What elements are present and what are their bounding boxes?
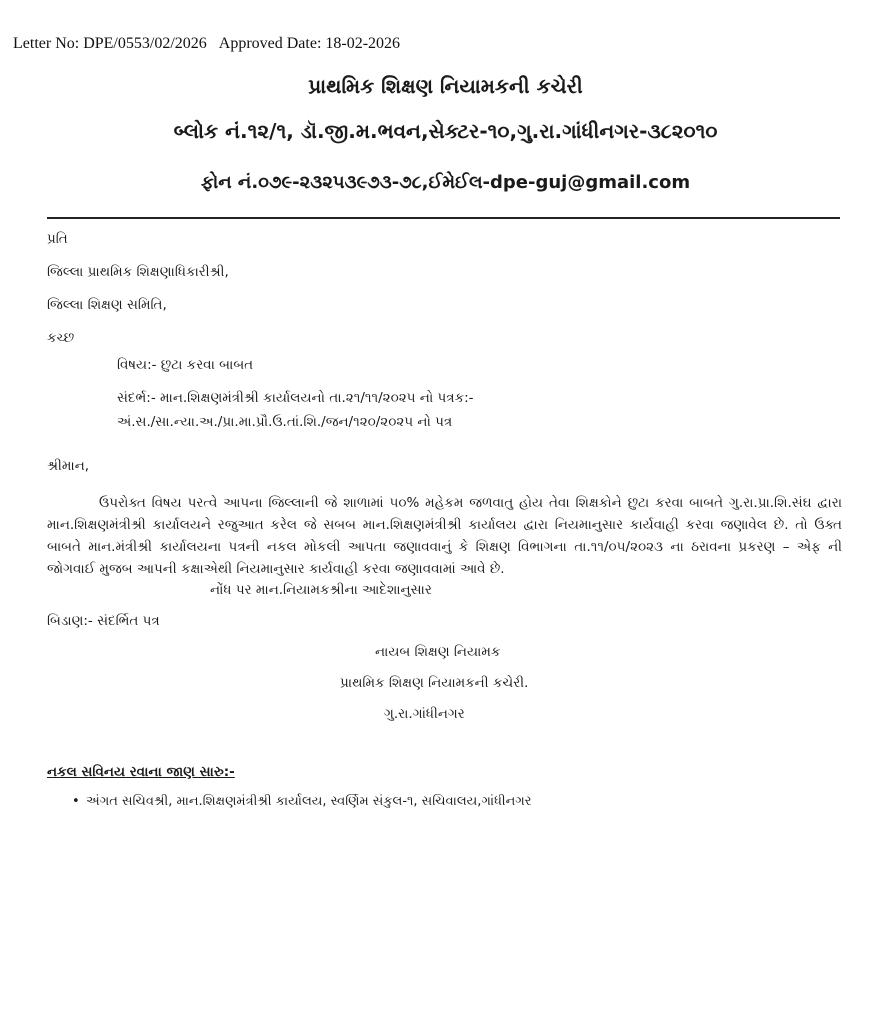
- signatory-office: પ્રાથમિક શિક્ષણ નિયામકની કચેરી.: [340, 675, 529, 691]
- recipient-line-1: જિલ્લા પ્રાથમિક શિક્ષણાધિકારીશ્રી,: [47, 264, 229, 280]
- copy-recipient: અંગત સચિવશ્રી, માન.શિક્ષણમંત્રીશ્રી કાર્યાલય, સ્વર્ણિમ સંકુલ-૧, સચિવાલય,ગાંધીનગર: [86, 794, 532, 809]
- office-contact: ફોન નં.૦૭૯-૨૩૨૫૩૯૭૩-૭૮,ઈમેઈલ-dpe-guj@gmail.com: [200, 172, 691, 193]
- body-paragraph: ઉપરોક્ત વિષય પરત્વે આપના જિલ્લાની જે શાળામાં ૫૦% મહેકમ જળવાતુ હોય તેવા શિક્ષકોને છુટા કરવા બાબતે ગુ.રા.પ્રા.શિ.સંઘ દ્વારા માન.શિક્ષણમંત્રીશ્રી કાર્યાલયને રજુઆત કરેલ જે સબબ માન.શિક્ષણમંત્રીશ્રી કાર્યાલય દ્વારા નિયમાનુસાર કાર્યવાહી કરવા જણાવેલ છે. તો ઉક્ત બાબતે માન.મંત્રીશ્રી કાર્યાલયના પત્રની નકલ મોકલી આપતા જણાવવાનું કે શિક્ષણ વિભાગના તા.૧૧/૦૫/૨૦૨૩ ના ઠરાવના પ્રકરણ – એફ ની જોગવાઈ મુજબ આપની કક્ષાએથી નિયમાનુસાર કાર્યવાહી કરવા જણાવવામાં આવે છે.: [47, 495, 842, 577]
- reference-line-2: અં.સ./સા.ન્યા.અ./પ્રા.મા.પ્રૌ.ઉ.તાં.શિ./જન/૧૨૦/૨૦૨૫ નો પત્ર: [117, 414, 453, 430]
- recipient-prati: પ્રતિ: [47, 231, 68, 247]
- reference-line-1: સંદર્ભ:- માન.શિક્ષણમંત્રીશ્રી કાર્યાલયનો તા.૨૧/૧૧/૨૦૨૫ નો પત્રક:-: [117, 390, 474, 406]
- list-item: [72, 794, 532, 809]
- header-divider: [47, 217, 840, 219]
- office-address: બ્લોક નં.૧૨/૧, ડૉ.જી.મ.ભવન,સેક્ટર-૧૦,ગુ.રા.ગાંધીનગર-૩૮૨૦૧૦: [173, 119, 718, 143]
- salutation: શ્રીમાન,: [47, 458, 90, 474]
- order-note: નોંધ પર માન.નિયામકશ્રીના આદેશાનુસાર: [210, 582, 432, 598]
- approved-date: Approved Date: 18-02-2026: [218, 35, 401, 52]
- signatory-designation: નાયબ શિક્ષણ નિયામક: [375, 644, 501, 660]
- letter-number-line: [13, 35, 400, 53]
- enclosure-line: બિડાણ:- સંદર્ભિત પત્ર: [47, 613, 160, 629]
- signatory-place: ગુ.રા.ગાંધીનગર: [384, 706, 465, 722]
- recipient-line-3: કચ્છ: [47, 330, 75, 346]
- subject-line: વિષય:- છુટા કરવા બાબત: [117, 357, 254, 373]
- office-title: પ્રાથમિક શિક્ષણ નિયામકની કચેરી: [308, 74, 583, 98]
- letter-number: Letter No: DPE/0553/02/2026: [13, 35, 207, 52]
- bullet-icon: •: [72, 794, 80, 809]
- recipient-line-2: જિલ્લા શિક્ષણ સમિતિ,: [47, 297, 167, 313]
- copy-to-heading: નકલ સવિનય રવાના જાણ સારુ:-: [47, 764, 235, 780]
